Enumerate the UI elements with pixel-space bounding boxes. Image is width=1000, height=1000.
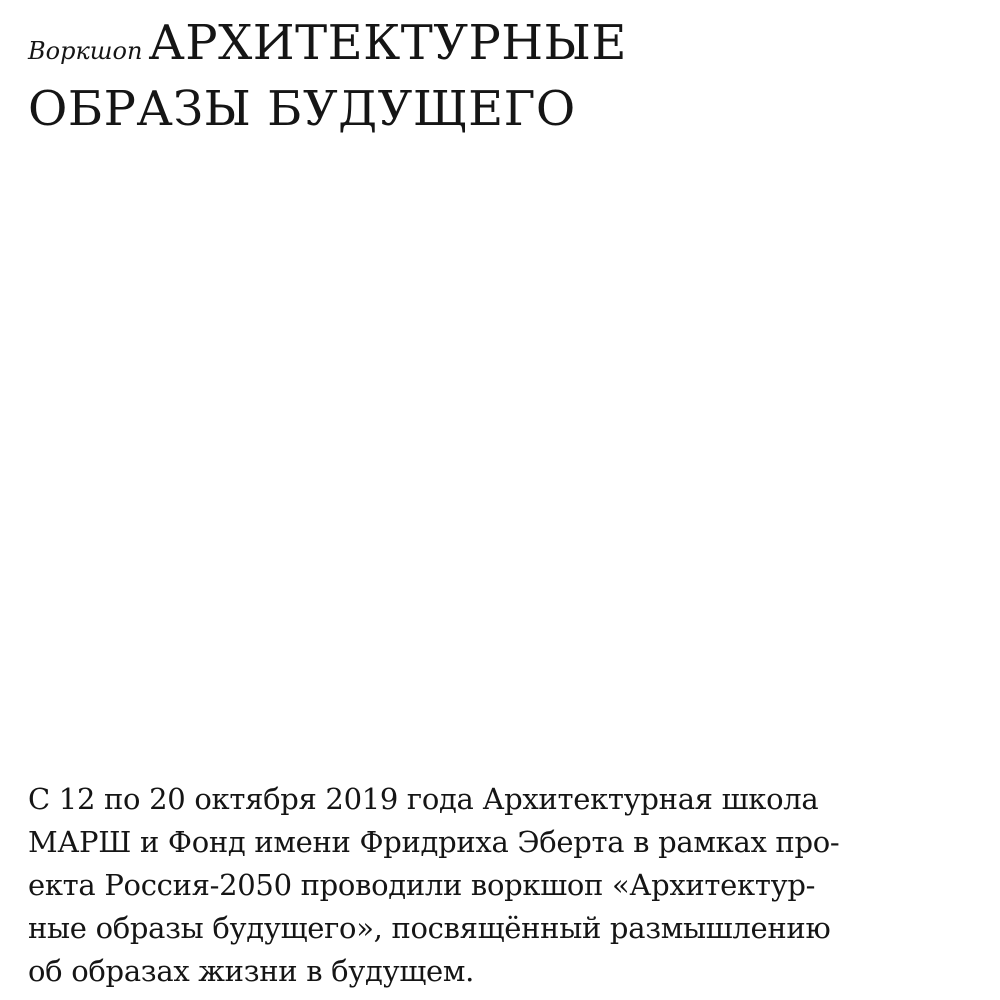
paragraph-line-5: об образах жизни в будущем. bbox=[28, 954, 475, 988]
title-kicker: Воркшоп bbox=[28, 37, 143, 65]
title-text-1: АРХИТЕКТУРНЫЕ bbox=[148, 15, 627, 71]
paragraph-line-4: ные образы будущего», посвящённый размышлению bbox=[28, 911, 831, 945]
page-title bbox=[28, 14, 988, 138]
paragraph-line-1: С 12 по 20 октября 2019 года Архитектурная школа bbox=[28, 782, 819, 816]
intro-paragraph bbox=[28, 778, 978, 993]
title-line-1 bbox=[28, 14, 988, 80]
paragraph-line-2: МАРШ и Фонд имени Фридриха Эберта в рамках про- bbox=[28, 825, 840, 859]
title-line-2: ОБРАЗЫ БУДУЩЕГО bbox=[28, 81, 576, 137]
paragraph-line-3: екта Россия-2050 проводили воркшоп «Архитектур- bbox=[28, 868, 816, 902]
